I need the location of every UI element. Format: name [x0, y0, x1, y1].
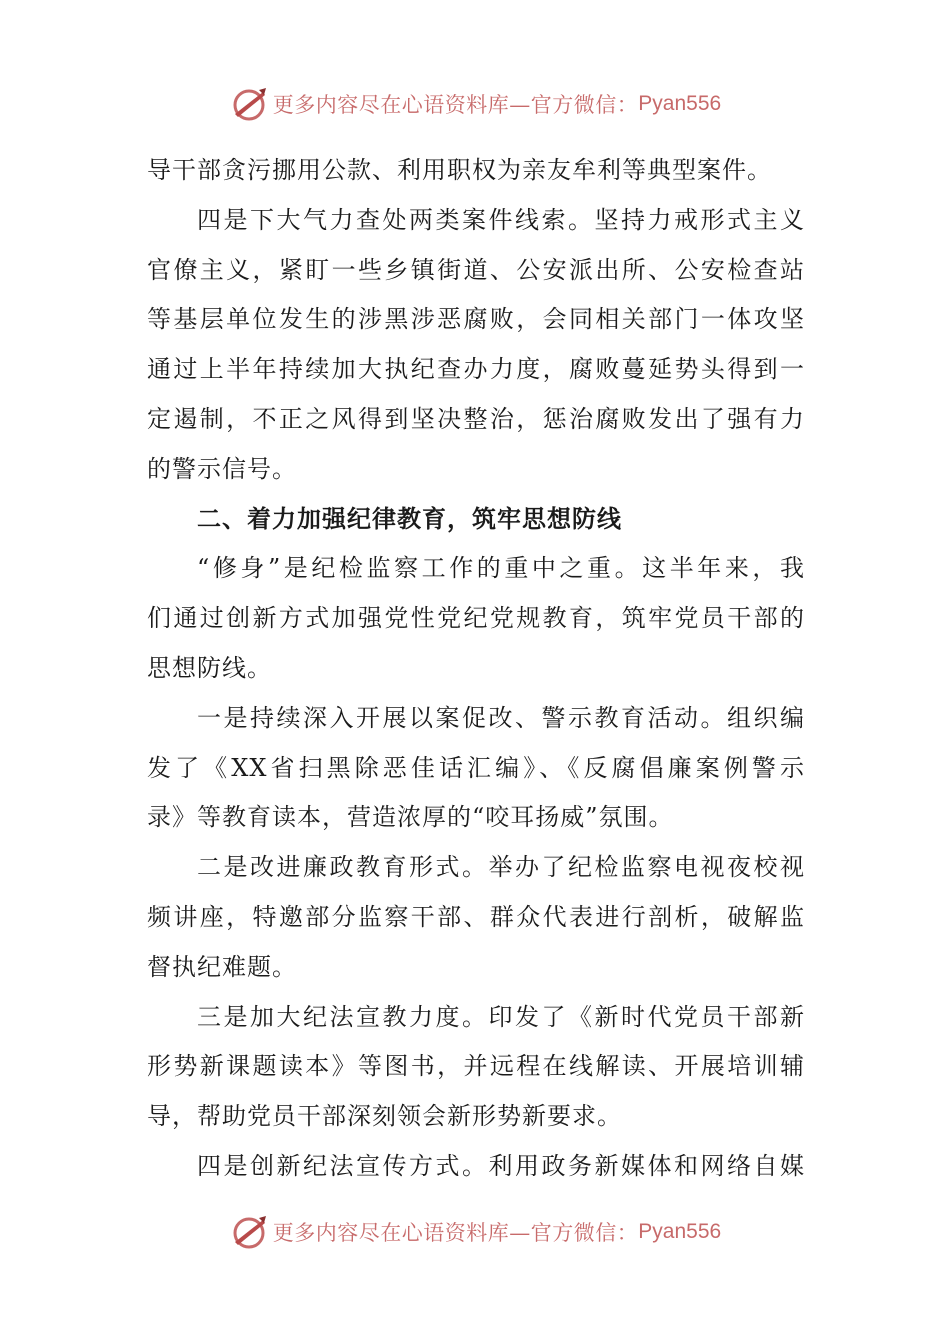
paragraph-line: 三是加大纪法宣教力度。印发了《新时代党员干部新	[197, 1002, 805, 1031]
paragraph-line: 导干部贪污挪用公款、利用职权为亲友牟利等典型案件。	[147, 156, 772, 184]
pen-circle-logo-icon	[229, 1212, 269, 1252]
section-heading: 二、着力加强纪律教育，筑牢思想防线	[197, 504, 622, 533]
paragraph-line: 四是下大气力查处两类案件线索。坚持力戒形式主义	[197, 205, 805, 234]
paragraph-line: 等基层单位发生的涉黑涉恶腐败，会同相关部门一体攻坚	[147, 305, 805, 334]
paragraph-line: 形势新课题读本》等图书，并远程在线解读、开展培训辅	[147, 1052, 805, 1081]
paragraph-line: 官僚主义，紧盯一些乡镇街道、公安派出所、公安检查站	[147, 255, 805, 284]
paragraph-line: 们通过创新方式加强党性党纪党规教育，筑牢党员干部的	[147, 604, 805, 633]
pen-circle-logo-icon	[229, 84, 269, 124]
document-body	[147, 146, 805, 1192]
paragraph-line: 思想防线。	[147, 653, 272, 682]
paragraph-line: 录》等教育读本，营造浓厚的“咬耳扬威”氛围。	[147, 803, 674, 832]
paragraph-line: 通过上半年持续加大执纪查办力度，腐败蔓延势头得到一	[147, 355, 805, 384]
header-banner	[0, 80, 950, 128]
paragraph-line: 定遏制，不正之风得到坚决整治，惩治腐败发出了强有力	[147, 404, 805, 433]
footer-banner	[0, 1208, 950, 1256]
banner-wechat-id: Pyan556	[638, 1220, 722, 1243]
banner-wechat-id: Pyan556	[638, 92, 722, 115]
paragraph-line: 频讲座，特邀部分监察干部、群众代表进行剖析，破解监	[147, 902, 805, 931]
banner-text: 更多内容尽在心语资料库—官方微信：	[272, 1221, 639, 1245]
paragraph-line: 督执纪难题。	[147, 952, 297, 981]
paragraph-line: 的警示信号。	[147, 454, 297, 483]
paragraph-line: 导，帮助党员干部深刻领会新形势新要求。	[147, 1102, 622, 1131]
paragraph-line: 一是持续深入开展以案促改、警示教育活动。组织编	[197, 703, 805, 732]
banner-text: 更多内容尽在心语资料库—官方微信：	[272, 93, 639, 117]
paragraph-line: 二是改进廉政教育形式。举办了纪检监察电视夜校视	[197, 853, 805, 882]
paragraph-line: 四是创新纪法宣传方式。利用政务新媒体和网络自媒	[197, 1151, 805, 1180]
paragraph-line: “修身”是纪检监察工作的重中之重。这半年来，我	[197, 554, 805, 583]
paragraph-line: 发了《XX省扫黑除恶佳话汇编》、《反腐倡廉案例警示	[147, 753, 805, 782]
